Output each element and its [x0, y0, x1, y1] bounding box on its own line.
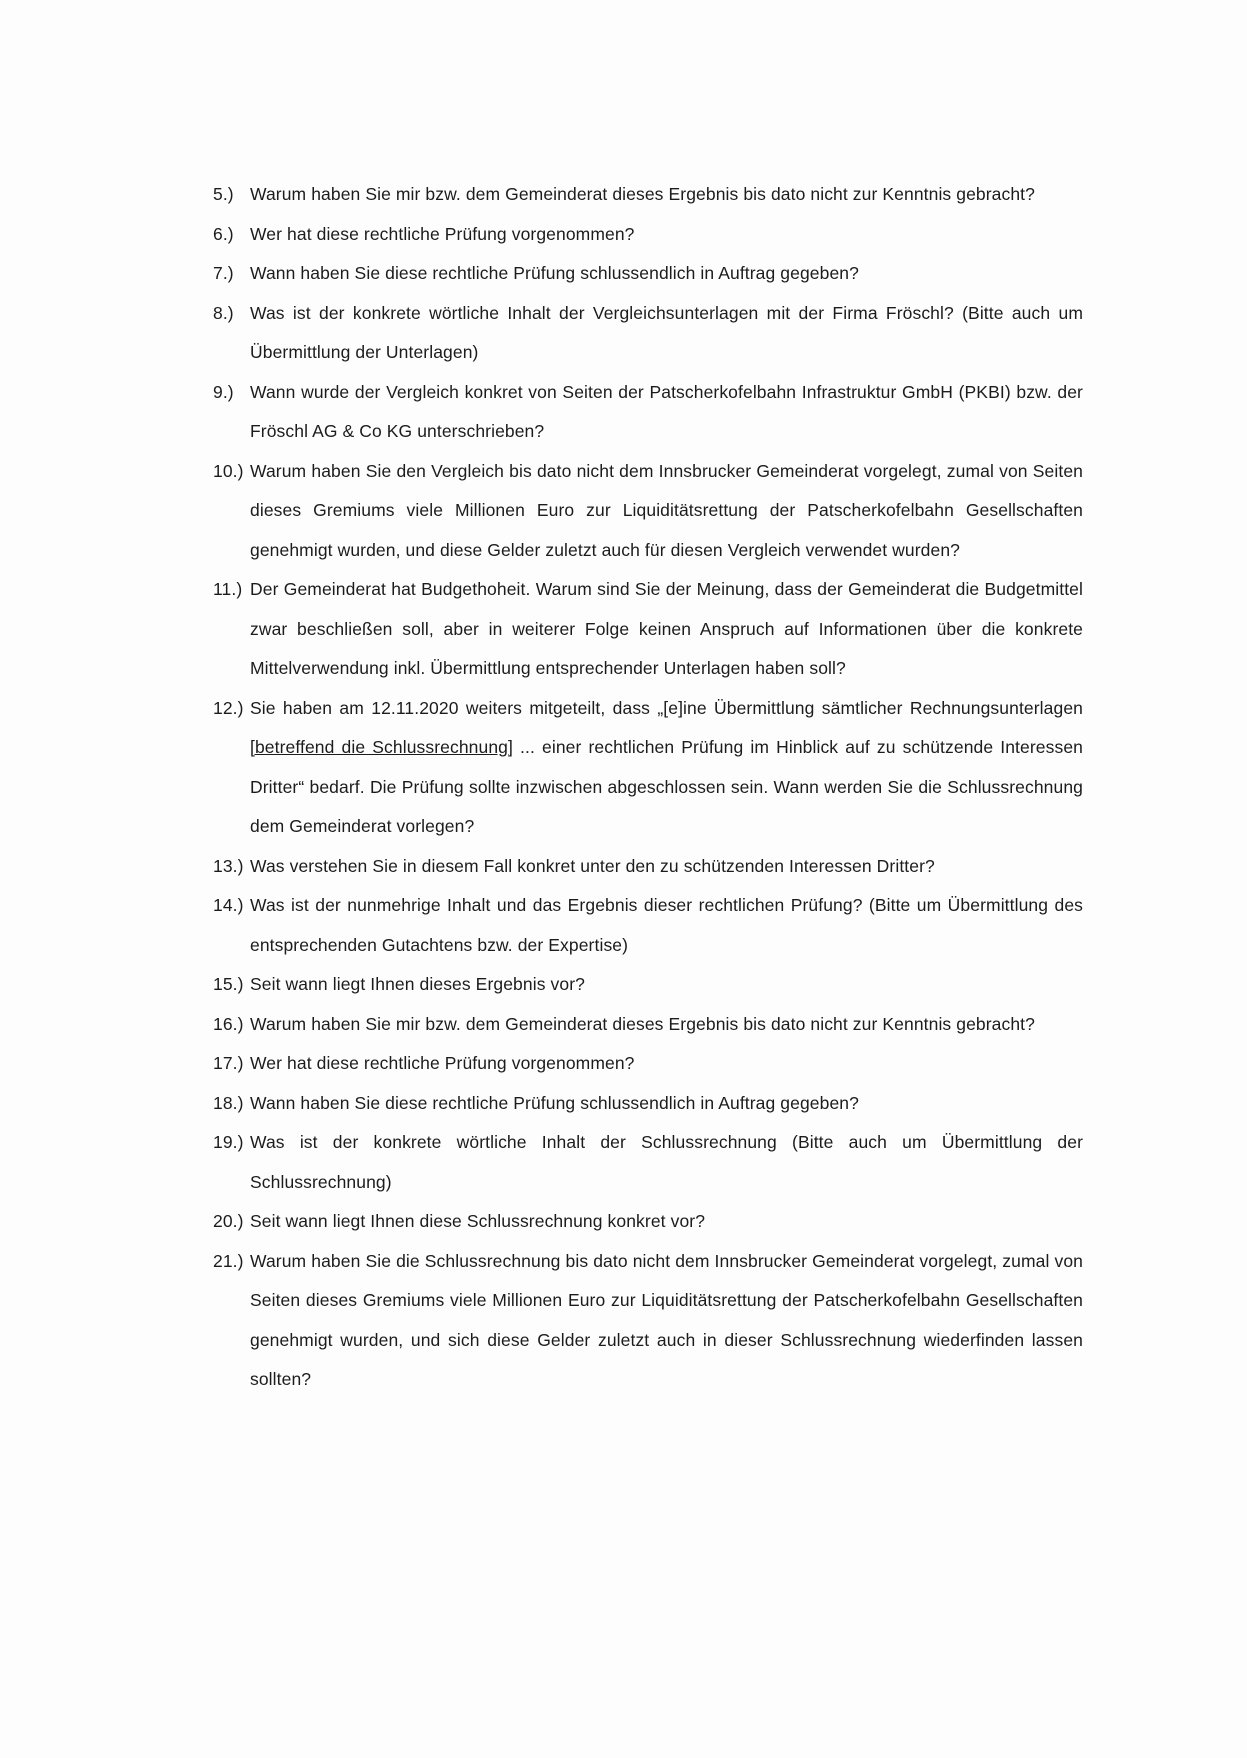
question-number: 18.) [213, 1092, 244, 1113]
question-text: Was ist der nunmehrige Inhalt und das Ergebnis dieser rechtlichen Prüfung? (Bitte um Übermittlung des entsprechenden Gutachtens bzw. der Expertise) [250, 895, 1083, 955]
question-item [213, 1084, 1083, 1124]
question-text [250, 689, 1083, 847]
question-number: 16.) [213, 1013, 244, 1034]
question-number: 11.) [213, 579, 243, 599]
question-item [213, 294, 1083, 373]
question-number: 21.) [213, 1250, 244, 1271]
question-item [213, 175, 1083, 215]
question-number: 15.) [213, 974, 244, 994]
question-number: 6.) [213, 223, 234, 244]
question-number: 14.) [213, 895, 244, 915]
underlined-reference: [betreffend die Schlussrechnung] [250, 737, 513, 757]
question-number: 10.) [213, 460, 244, 481]
question-text: Wann haben Sie diese rechtliche Prüfung schlussendlich in Auftrag gegeben? [250, 263, 859, 283]
question-item [213, 373, 1083, 452]
question-number: 7.) [213, 263, 234, 283]
question-item [213, 847, 1083, 887]
question-text: Warum haben Sie mir bzw. dem Gemeinderat dieses Ergebnis bis dato nicht zur Kenntnis gebracht? [250, 1013, 1035, 1034]
question-text: Wann haben Sie diese rechtliche Prüfung schlussendlich in Auftrag gegeben? [250, 1092, 859, 1113]
question-text: Warum haben Sie die Schlussrechnung bis dato nicht dem Innsbrucker Gemeinderat vorgelegt, zumal von Seiten dieses Gremiums viele Millionen Euro zur Liquiditätsrettung der Patscherkofelbahn Gesellschaften genehmigt wurden, und sich diese Gelder zuletzt auch in dieser Schlussrechnung wiederfinden lassen sollten? [250, 1250, 1083, 1389]
question-item [213, 965, 1083, 1005]
question-number: 19.) [213, 1132, 244, 1152]
question-item [213, 1044, 1083, 1084]
question-text: Seit wann liegt Ihnen diese Schlussrechnung konkret vor? [250, 1211, 706, 1231]
question-text: Was verstehen Sie in diesem Fall konkret unter den zu schützenden Interessen Dritter? [250, 855, 935, 876]
question-number: 8.) [213, 302, 234, 323]
question-item [213, 215, 1083, 255]
question-text: Warum haben Sie mir bzw. dem Gemeinderat dieses Ergebnis bis dato nicht zur Kenntnis gebracht? [250, 184, 1035, 204]
question-number: 13.) [213, 855, 244, 876]
question-text: Wer hat diese rechtliche Prüfung vorgenommen? [250, 1053, 635, 1073]
question-number: 17.) [213, 1053, 244, 1073]
question-text: Was ist der konkrete wörtliche Inhalt der Vergleichsunterlagen mit der Firma Fröschl? (Bitte auch um Übermittlung der Unterlagen) [250, 302, 1083, 362]
question-item [213, 1202, 1083, 1242]
question-text: Der Gemeinderat hat Budgethoheit. Warum sind Sie der Meinung, dass der Gemeinderat die Budgetmittel zwar beschließen soll, aber in weiterer Folge keinen Anspruch auf Informationen über die konkrete Mittelverwendung inkl. Übermittlung entsprechender Unterlagen haben soll? [250, 579, 1083, 678]
question-number: 5.) [213, 184, 234, 204]
question-item [213, 452, 1083, 571]
question-item [213, 570, 1083, 689]
question-number: 12.) [213, 697, 244, 718]
question-text-part: ... einer rechtlichen Prüfung im Hinblick auf zu schützende Interessen Dritter“ bedarf. Die Prüfung sollte inzwischen abgeschlossen sein. Wann werden Sie die Schlussrechnung dem Gemeinderat vorlegen? [250, 737, 1083, 836]
question-item [213, 254, 1083, 294]
question-number: 20.) [213, 1211, 244, 1231]
question-text: Was ist der konkrete wörtliche Inhalt der Schlussrechnung (Bitte auch um Übermittlung der Schlussrechnung) [250, 1132, 1083, 1192]
question-item [213, 1242, 1083, 1400]
question-item [213, 689, 1083, 847]
question-text: Wann wurde der Vergleich konkret von Seiten der Patscherkofelbahn Infrastruktur GmbH (PKBI) bzw. der Fröschl AG & Co KG unterschrieben? [250, 381, 1083, 441]
question-number: 9.) [213, 381, 234, 402]
question-text: Seit wann liegt Ihnen dieses Ergebnis vor? [250, 974, 585, 994]
question-item [213, 886, 1083, 965]
question-item [213, 1123, 1083, 1202]
question-text: Warum haben Sie den Vergleich bis dato nicht dem Innsbrucker Gemeinderat vorgelegt, zumal von Seiten dieses Gremiums viele Millionen Euro zur Liquiditätsrettung der Patscherkofelbahn Gesellschaften genehmigt wurden, und diese Gelder zuletzt auch für diesen Vergleich verwendet wurden? [250, 460, 1083, 560]
question-list [213, 175, 1083, 1400]
question-text-part: Sie haben am 12.11.2020 weiters mitgeteilt, dass „[e]ine Übermittlung sämtlicher Rechnungsunterlagen [250, 697, 1083, 718]
question-item [213, 1005, 1083, 1045]
question-text: Wer hat diese rechtliche Prüfung vorgenommen? [250, 223, 635, 244]
